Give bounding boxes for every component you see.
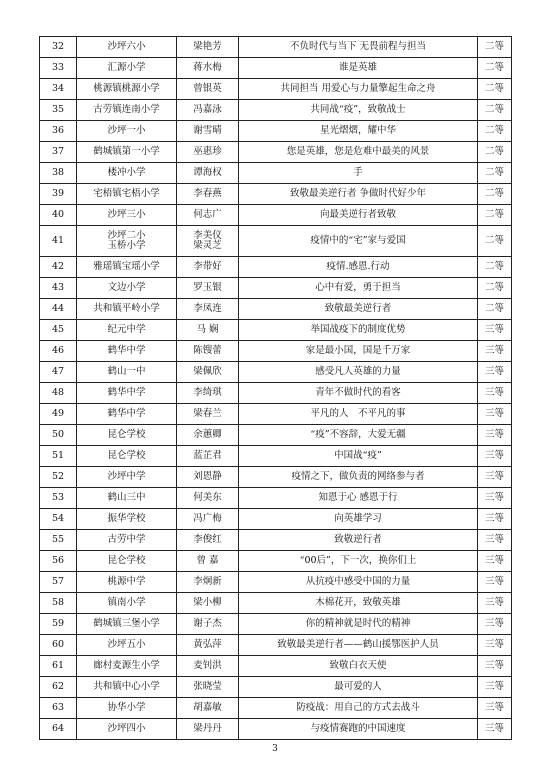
author-cell <box>177 383 239 404</box>
school-name: 沙坪六小 <box>107 41 146 52</box>
school-name: 沙坪中学 <box>107 471 146 482</box>
essay-title-cell: 感受凡人英雄的力量 <box>239 362 478 383</box>
author-name: 李俊红 <box>193 534 222 545</box>
row-number-cell: 32 <box>40 37 77 58</box>
essay-title-cell: 您是英雄，您是危难中最美的风景 <box>239 142 478 163</box>
table-row <box>40 677 512 698</box>
row-number-cell: 48 <box>40 383 77 404</box>
school-name: 协华小学 <box>107 702 146 713</box>
award-level-cell: 三等 <box>478 446 512 467</box>
table-row <box>40 121 512 142</box>
school-cell <box>77 488 177 509</box>
row-number-cell: 45 <box>40 320 77 341</box>
row-number-cell: 53 <box>40 488 77 509</box>
row-number-cell: 33 <box>40 58 77 79</box>
award-level-cell: 三等 <box>478 467 512 488</box>
row-number-cell: 46 <box>40 341 77 362</box>
table-row <box>40 593 512 614</box>
award-level-cell: 二等 <box>478 100 512 121</box>
author-cell <box>177 142 239 163</box>
author-cell <box>177 509 239 530</box>
table-row <box>40 404 512 425</box>
table-row <box>40 572 512 593</box>
essay-title-cell: 举国战疫下的制度优势 <box>239 320 478 341</box>
school-cell <box>77 698 177 719</box>
school-name: 汇源小学 <box>107 62 146 73</box>
award-level-cell: 三等 <box>478 698 512 719</box>
award-level-cell: 三等 <box>478 719 512 740</box>
essay-title-cell: 与疫情赛跑的中国速度 <box>239 719 478 740</box>
award-level-cell: 三等 <box>478 614 512 635</box>
essay-title-cell: 共同担当 用爱心与力量擎起生命之舟 <box>239 79 478 100</box>
author-name: 冯嘉泳 <box>193 104 222 115</box>
school-name: 宅梧镇宅梧小学 <box>93 188 160 199</box>
school-name: 雅瑶镇宝瑶小学 <box>93 261 160 272</box>
author-cell <box>177 121 239 142</box>
school-cell <box>77 614 177 635</box>
author-name: 谭海权 <box>193 167 222 178</box>
award-level-cell: 三等 <box>478 677 512 698</box>
author-cell <box>177 698 239 719</box>
school-name: 玉桥小学 <box>107 240 146 251</box>
essay-title-cell: 疫情.感恩.行动 <box>239 257 478 278</box>
row-number-cell: 59 <box>40 614 77 635</box>
author-name: 何美东 <box>193 492 222 503</box>
school-cell <box>77 100 177 121</box>
author-name: 李凤连 <box>193 303 222 314</box>
school-name: 文边小学 <box>107 282 146 293</box>
author-cell <box>177 614 239 635</box>
school-name: 振华学校 <box>107 513 146 524</box>
author-name: 李炯新 <box>193 576 222 587</box>
table-row <box>40 719 512 740</box>
row-number-cell: 54 <box>40 509 77 530</box>
author-cell <box>177 320 239 341</box>
essay-title-cell: “00后”，下一次，换你们上 <box>239 551 478 572</box>
award-level-cell: 二等 <box>478 226 512 257</box>
school-name: 鹤华中学 <box>107 408 146 419</box>
essay-title-cell: 你的精神就是时代的精神 <box>239 614 478 635</box>
author-name: 曾 嘉 <box>196 555 219 566</box>
row-number-cell: 49 <box>40 404 77 425</box>
essay-title-cell: 向最美逆行者致敬 <box>239 205 478 226</box>
author-cell <box>177 79 239 100</box>
award-level-cell: 三等 <box>478 320 512 341</box>
essay-title-cell: 不负时代与当下 无畏前程与担当 <box>239 37 478 58</box>
row-number-cell: 52 <box>40 467 77 488</box>
author-name: 李带好 <box>193 261 222 272</box>
school-cell <box>77 163 177 184</box>
row-number-cell: 38 <box>40 163 77 184</box>
awards-table <box>39 36 512 740</box>
author-cell <box>177 446 239 467</box>
school-cell <box>77 404 177 425</box>
author-name: 何志广 <box>193 209 222 220</box>
school-name: 沙坪五小 <box>107 639 146 650</box>
table-row <box>40 488 512 509</box>
row-number-cell: 36 <box>40 121 77 142</box>
row-number-cell: 58 <box>40 593 77 614</box>
award-level-cell: 二等 <box>478 257 512 278</box>
school-name: 古劳镇连南小学 <box>93 104 160 115</box>
table-row <box>40 79 512 100</box>
award-level-cell: 三等 <box>478 593 512 614</box>
row-number-cell: 41 <box>40 226 77 257</box>
school-cell <box>77 446 177 467</box>
school-name: 鹤山一中 <box>107 366 146 377</box>
author-name: 张晓莹 <box>193 681 222 692</box>
author-cell <box>177 572 239 593</box>
author-name: 巫惠珍 <box>193 146 222 157</box>
author-cell <box>177 635 239 656</box>
school-cell <box>77 205 177 226</box>
row-number-cell: 43 <box>40 278 77 299</box>
school-cell <box>77 677 177 698</box>
school-cell <box>77 226 177 257</box>
author-cell <box>177 656 239 677</box>
table-row <box>40 698 512 719</box>
author-name: 陈锼蕾 <box>193 345 222 356</box>
school-cell <box>77 320 177 341</box>
author-name: 李美仪 <box>193 230 222 241</box>
school-cell <box>77 278 177 299</box>
essay-title-cell: 手 <box>239 163 478 184</box>
row-number-cell: 47 <box>40 362 77 383</box>
author-name: 罗玉银 <box>193 282 222 293</box>
essay-title-cell: 致敬逆行者 <box>239 530 478 551</box>
essay-title-cell: 防疫战：用自己的方式去战斗 <box>239 698 478 719</box>
author-cell <box>177 100 239 121</box>
school-name: 鹤城镇三堡小学 <box>93 618 160 629</box>
row-number-cell: 56 <box>40 551 77 572</box>
essay-title-cell: 青年不做时代的看客 <box>239 383 478 404</box>
row-number-cell: 63 <box>40 698 77 719</box>
author-cell <box>177 467 239 488</box>
school-name: 沙坪四小 <box>107 723 146 734</box>
school-name: 楼冲小学 <box>107 167 146 178</box>
essay-title-cell: 从抗疫中感受中国的力量 <box>239 572 478 593</box>
author-cell <box>177 530 239 551</box>
award-level-cell: 二等 <box>478 58 512 79</box>
row-number-cell: 35 <box>40 100 77 121</box>
school-cell <box>77 121 177 142</box>
school-cell <box>77 656 177 677</box>
school-name: 廊村麦源生小学 <box>93 660 160 671</box>
essay-title-cell: 中国战“疫” <box>239 446 478 467</box>
school-cell <box>77 572 177 593</box>
award-level-cell: 三等 <box>478 509 512 530</box>
author-cell <box>177 425 239 446</box>
school-name: 沙坪一小 <box>107 125 146 136</box>
row-number-cell: 40 <box>40 205 77 226</box>
author-name: 梁丹丹 <box>193 723 222 734</box>
award-level-cell: 二等 <box>478 142 512 163</box>
author-cell <box>177 163 239 184</box>
school-name: 昆仑学校 <box>107 450 146 461</box>
essay-title-cell: 疫情之下，做负责的网络参与者 <box>239 467 478 488</box>
author-cell <box>177 719 239 740</box>
table-row <box>40 530 512 551</box>
essay-title-cell: 家是最小国，国是千万家 <box>239 341 478 362</box>
author-cell <box>177 593 239 614</box>
essay-title-cell: 最可爱的人 <box>239 677 478 698</box>
author-name: 麦钊洪 <box>193 660 222 671</box>
table-row <box>40 320 512 341</box>
school-cell <box>77 79 177 100</box>
award-level-cell: 三等 <box>478 530 512 551</box>
table-row <box>40 551 512 572</box>
school-cell <box>77 362 177 383</box>
essay-title-cell: 疫情中的“宅”家与爱国 <box>239 226 478 257</box>
row-number-cell: 60 <box>40 635 77 656</box>
author-cell <box>177 37 239 58</box>
school-cell <box>77 37 177 58</box>
author-cell <box>177 551 239 572</box>
school-name: 共和镇平岭小学 <box>93 303 160 314</box>
author-cell <box>177 299 239 320</box>
essay-title-cell: 平凡的人 不平凡的事 <box>239 404 478 425</box>
school-cell <box>77 551 177 572</box>
school-name: 昆仑学校 <box>107 555 146 566</box>
author-cell <box>177 205 239 226</box>
table-row <box>40 341 512 362</box>
table-row <box>40 100 512 121</box>
award-level-cell: 二等 <box>478 184 512 205</box>
award-level-cell: 二等 <box>478 37 512 58</box>
author-cell <box>177 404 239 425</box>
author-name: 谢雪晴 <box>193 125 222 136</box>
school-cell <box>77 635 177 656</box>
school-name: 桃源镇桃源小学 <box>93 83 160 94</box>
school-cell <box>77 299 177 320</box>
essay-title-cell: 向英雄学习 <box>239 509 478 530</box>
essay-title-cell: 致敬白衣天使 <box>239 656 478 677</box>
essay-title-cell: 致敬最美逆行者 <box>239 299 478 320</box>
author-name: 蒋水梅 <box>193 62 222 73</box>
author-name: 蓝芷君 <box>193 450 222 461</box>
award-level-cell: 二等 <box>478 299 512 320</box>
school-name: 鹤华中学 <box>107 387 146 398</box>
award-level-cell: 三等 <box>478 572 512 593</box>
table-row <box>40 205 512 226</box>
school-cell <box>77 467 177 488</box>
row-number-cell: 55 <box>40 530 77 551</box>
row-number-cell: 42 <box>40 257 77 278</box>
author-name: 刘恩静 <box>193 471 222 482</box>
school-cell <box>77 58 177 79</box>
school-name: 古劳中学 <box>107 534 146 545</box>
row-number-cell: 39 <box>40 184 77 205</box>
award-level-cell: 二等 <box>478 79 512 100</box>
award-level-cell: 二等 <box>478 205 512 226</box>
school-cell <box>77 383 177 404</box>
table-row <box>40 58 512 79</box>
author-cell <box>177 488 239 509</box>
row-number-cell: 61 <box>40 656 77 677</box>
essay-title-cell: “疫”不容辞，大爱无疆 <box>239 425 478 446</box>
table-row <box>40 257 512 278</box>
school-name: 昆仑学校 <box>107 429 146 440</box>
author-name: 梁小柳 <box>193 597 222 608</box>
essay-title-cell: 星光熠熠，耀中华 <box>239 121 478 142</box>
table-row <box>40 163 512 184</box>
award-level-cell: 二等 <box>478 278 512 299</box>
table-row <box>40 299 512 320</box>
author-name: 梁佩欣 <box>193 366 222 377</box>
essay-title-cell: 知恩于心 感恩于行 <box>239 488 478 509</box>
award-level-cell: 二等 <box>478 163 512 184</box>
school-name: 鹤华中学 <box>107 345 146 356</box>
school-cell <box>77 142 177 163</box>
school-name: 桃源中学 <box>107 576 146 587</box>
row-number-cell: 64 <box>40 719 77 740</box>
award-level-cell: 三等 <box>478 635 512 656</box>
awards-table-body <box>40 37 512 740</box>
author-cell <box>177 362 239 383</box>
table-row <box>40 509 512 530</box>
table-row <box>40 278 512 299</box>
table-row <box>40 184 512 205</box>
author-name: 曾银英 <box>193 83 222 94</box>
table-row <box>40 446 512 467</box>
row-number-cell: 62 <box>40 677 77 698</box>
table-row <box>40 425 512 446</box>
page-number: 3 <box>272 744 278 754</box>
award-level-cell: 三等 <box>478 656 512 677</box>
award-level-cell: 三等 <box>478 404 512 425</box>
author-name: 余蕙卿 <box>193 429 222 440</box>
author-cell <box>177 677 239 698</box>
author-name: 谢子杰 <box>193 618 222 629</box>
award-level-cell: 三等 <box>478 425 512 446</box>
school-cell <box>77 341 177 362</box>
school-name: 镇南小学 <box>107 597 146 608</box>
author-name: 黄弘萍 <box>193 639 222 650</box>
school-name: 沙坪二小 <box>107 230 146 241</box>
author-name: 梁春兰 <box>193 408 222 419</box>
school-name: 沙坪三小 <box>107 209 146 220</box>
author-name: 李绮琪 <box>193 387 222 398</box>
school-cell <box>77 530 177 551</box>
table-row <box>40 614 512 635</box>
author-name: 冯广梅 <box>193 513 222 524</box>
row-number-cell: 34 <box>40 79 77 100</box>
author-cell <box>177 278 239 299</box>
school-name: 共和镇中心小学 <box>93 681 160 692</box>
table-row <box>40 467 512 488</box>
award-level-cell: 三等 <box>478 551 512 572</box>
author-cell <box>177 184 239 205</box>
author-name: 梁灵芝 <box>193 240 222 251</box>
award-level-cell: 三等 <box>478 383 512 404</box>
award-level-cell: 三等 <box>478 362 512 383</box>
award-level-cell: 三等 <box>478 488 512 509</box>
school-cell <box>77 593 177 614</box>
award-level-cell: 二等 <box>478 121 512 142</box>
essay-title-cell: 致敬最美逆行者——鹤山援鄂医护人员 <box>239 635 478 656</box>
table-row <box>40 362 512 383</box>
essay-title-cell: 谁是英雄 <box>239 58 478 79</box>
table-row <box>40 656 512 677</box>
author-cell <box>177 257 239 278</box>
row-number-cell: 51 <box>40 446 77 467</box>
essay-title-cell: 木棉花开，致敬英雄 <box>239 593 478 614</box>
author-cell <box>177 226 239 257</box>
essay-title-cell: 心中有爱，勇于担当 <box>239 278 478 299</box>
author-name: 马 娴 <box>196 324 219 335</box>
author-name: 胡嘉敏 <box>193 702 222 713</box>
table-row <box>40 635 512 656</box>
table-row <box>40 37 512 58</box>
school-name: 纪元中学 <box>107 324 146 335</box>
author-cell <box>177 58 239 79</box>
row-number-cell: 37 <box>40 142 77 163</box>
school-cell <box>77 719 177 740</box>
award-level-cell: 三等 <box>478 341 512 362</box>
row-number-cell: 44 <box>40 299 77 320</box>
table-row <box>40 226 512 257</box>
author-name: 李春燕 <box>193 188 222 199</box>
author-cell <box>177 341 239 362</box>
school-cell <box>77 257 177 278</box>
school-name: 鹤城镇第一小学 <box>93 146 160 157</box>
school-cell <box>77 425 177 446</box>
table-row <box>40 142 512 163</box>
school-cell <box>77 509 177 530</box>
essay-title-cell: 共同战“疫”，致敬战士 <box>239 100 478 121</box>
table-row <box>40 383 512 404</box>
essay-title-cell: 致敬最美逆行者 争做时代好少年 <box>239 184 478 205</box>
author-name: 梁艳芳 <box>193 41 222 52</box>
school-name: 鹤山三中 <box>107 492 146 503</box>
row-number-cell: 50 <box>40 425 77 446</box>
school-cell <box>77 184 177 205</box>
row-number-cell: 57 <box>40 572 77 593</box>
